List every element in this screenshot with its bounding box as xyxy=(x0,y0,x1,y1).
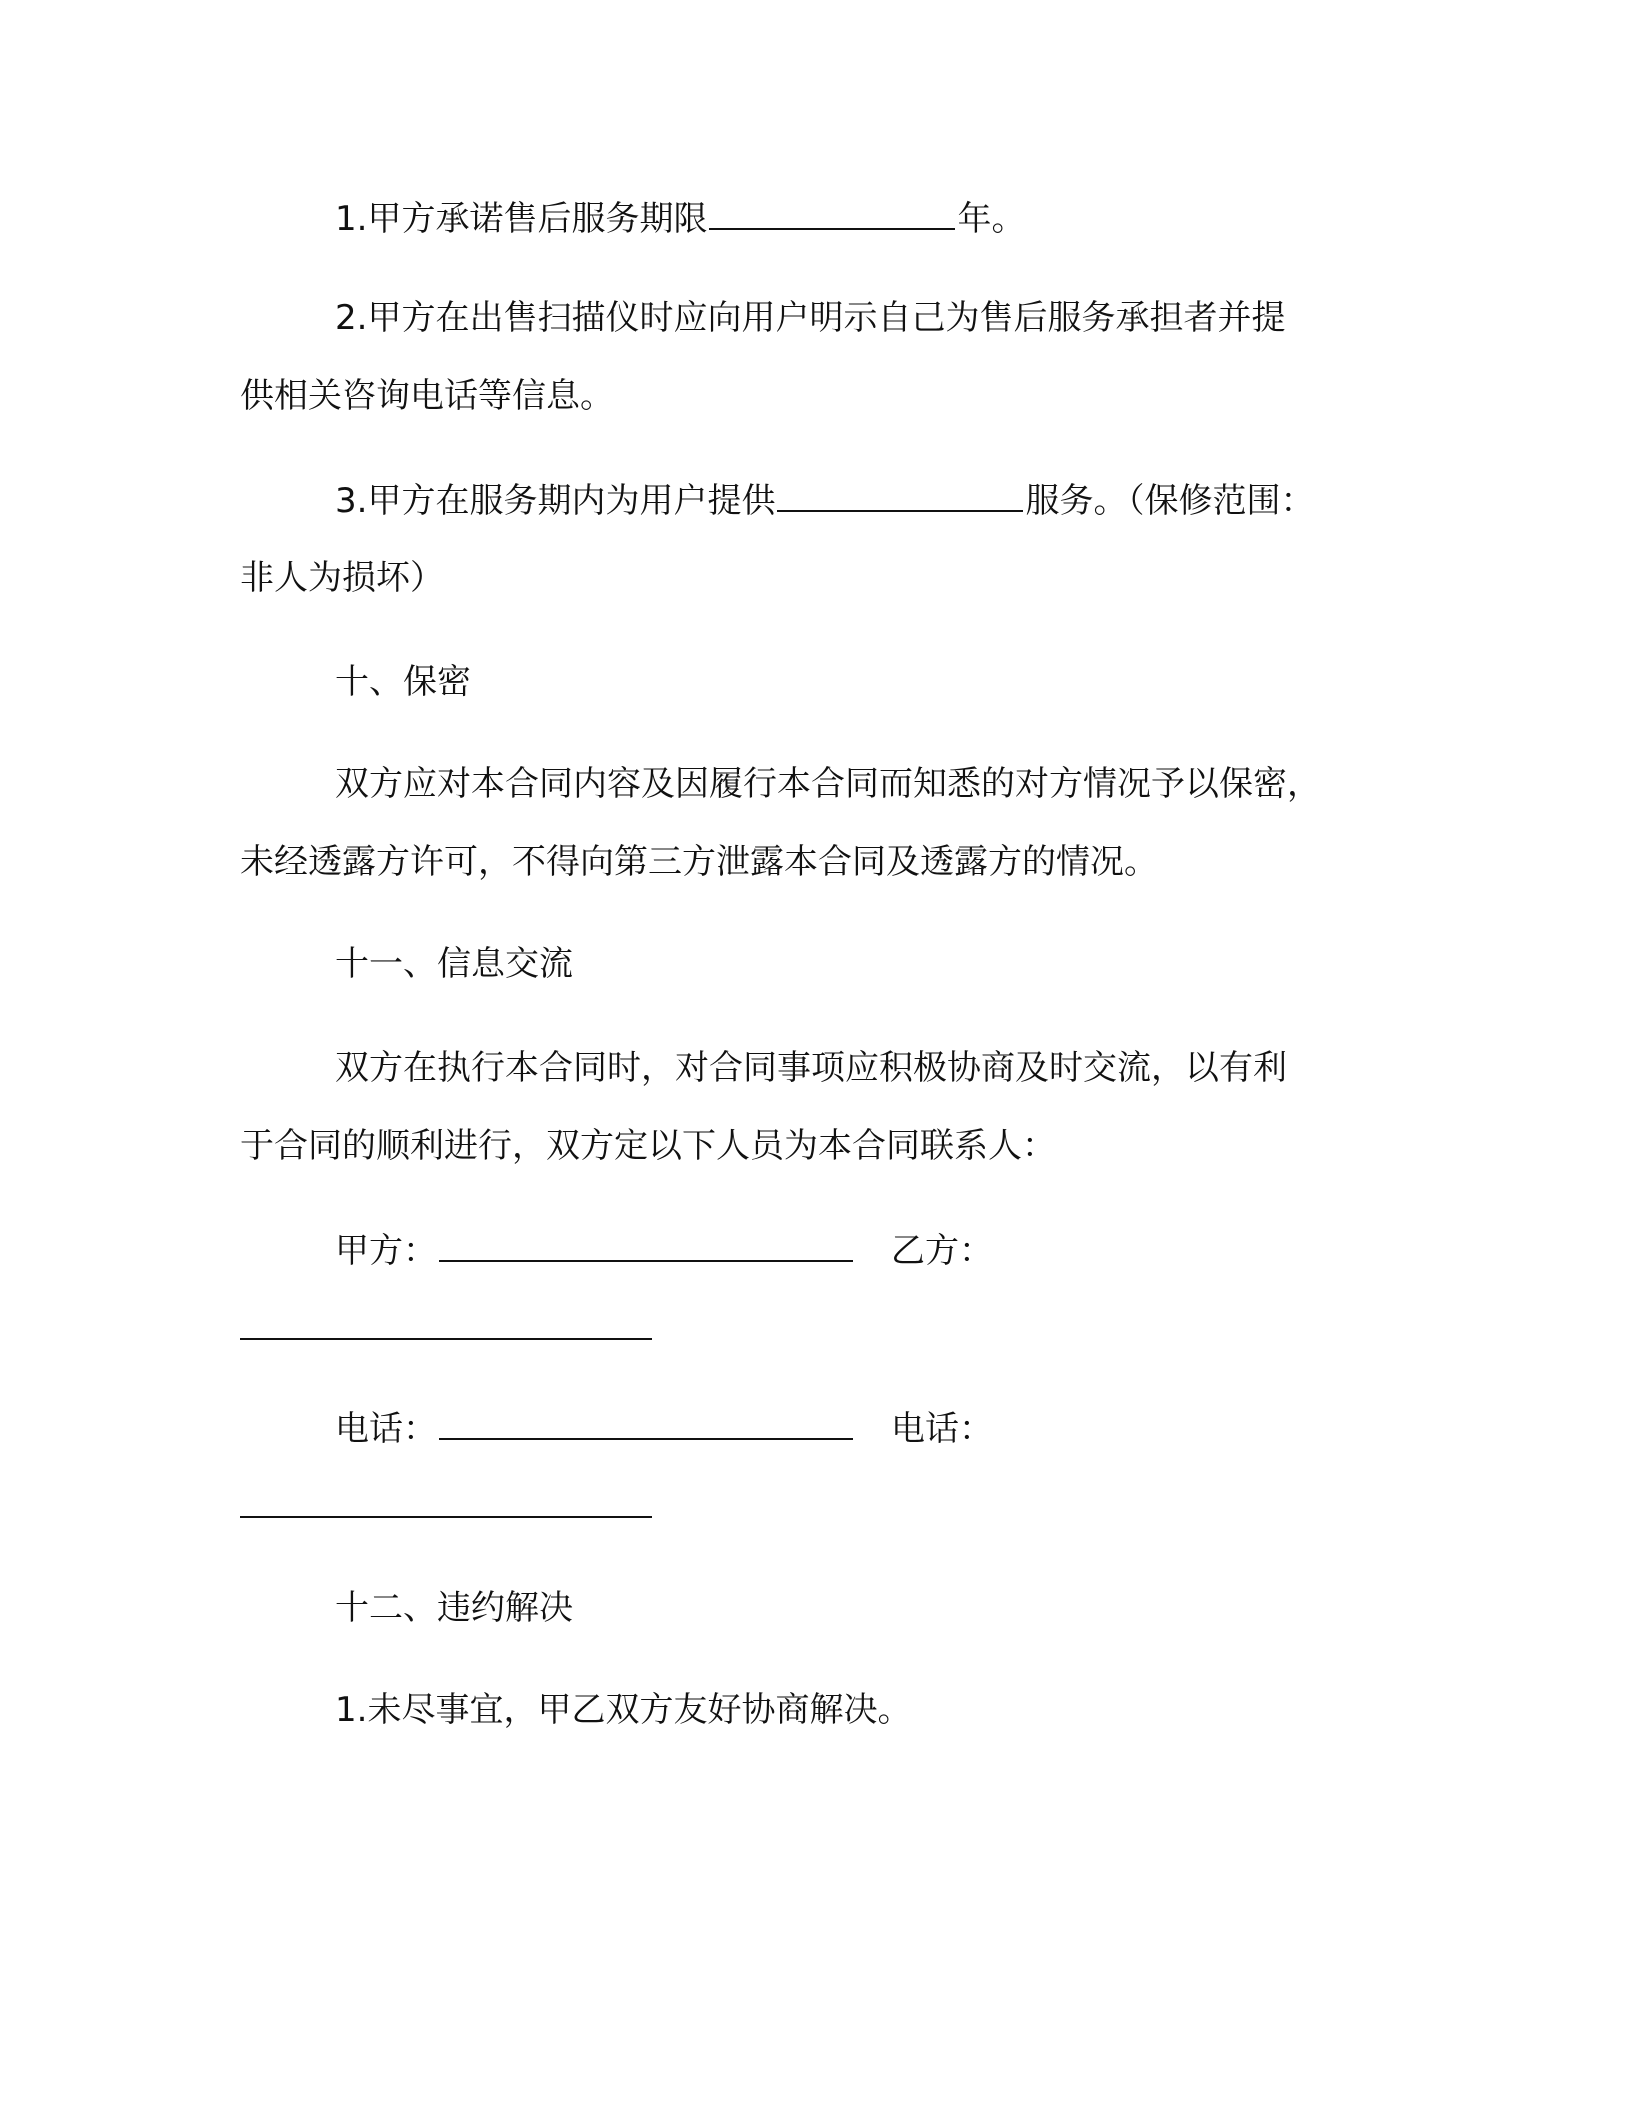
communication-para-line-1: 双方在执行本合同时，对合同事项应积极协商及时交流，以有利 xyxy=(335,1048,1287,1088)
party-b-label: 乙方： xyxy=(891,1231,993,1271)
party-a-label: 甲方： xyxy=(335,1231,437,1271)
after-sales-item-3-line-2: 非人为损坏） xyxy=(240,558,444,598)
confidentiality-para-line-2: 未经透露方许可，不得向第三方泄露本合同及透露方的情况。 xyxy=(240,842,1158,882)
after-sales-item-2-line-1: 2.甲方在出售扫描仪时应向用户明示自己为售后服务承担者并提 xyxy=(335,298,1286,338)
service-years-blank xyxy=(709,196,955,230)
dispute-item-1: 1.未尽事宜，甲乙双方友好协商解决。 xyxy=(335,1690,912,1730)
party-b-blank-line xyxy=(240,1306,1400,1351)
communication-para-line-2: 于合同的顺利进行，双方定以下人员为本合同联系人： xyxy=(240,1126,1056,1166)
after-sales-item-3 xyxy=(335,478,1495,523)
party-contacts-row xyxy=(335,1228,1495,1273)
phone-b-blank xyxy=(240,1484,652,1518)
after-sales-item-1 xyxy=(335,196,1495,241)
confidentiality-para-line-1: 双方应对本合同内容及因履行本合同而知悉的对方情况予以保密， xyxy=(335,764,1321,804)
dispute-heading: 十二、违约解决 xyxy=(335,1588,573,1628)
item3-prefix: 3.甲方在服务期内为用户提供 xyxy=(335,481,776,521)
item3-suffix: 服务。（保修范围： xyxy=(1025,481,1315,521)
service-type-blank xyxy=(777,478,1023,512)
phone-a-label: 电话： xyxy=(335,1409,437,1449)
item1-suffix: 年。 xyxy=(957,199,1026,239)
phone-b-blank-line xyxy=(240,1484,1400,1529)
party-b-blank xyxy=(240,1306,652,1340)
party-a-blank xyxy=(439,1228,853,1262)
phone-a-blank xyxy=(439,1406,853,1440)
confidentiality-heading: 十、保密 xyxy=(335,662,471,702)
item1-prefix: 1.甲方承诺售后服务期限 xyxy=(335,199,708,239)
phone-b-label: 电话： xyxy=(891,1409,993,1449)
phone-contacts-row xyxy=(335,1406,1495,1451)
communication-heading: 十一、信息交流 xyxy=(335,944,573,984)
after-sales-item-2-line-2: 供相关咨询电话等信息。 xyxy=(240,376,614,416)
